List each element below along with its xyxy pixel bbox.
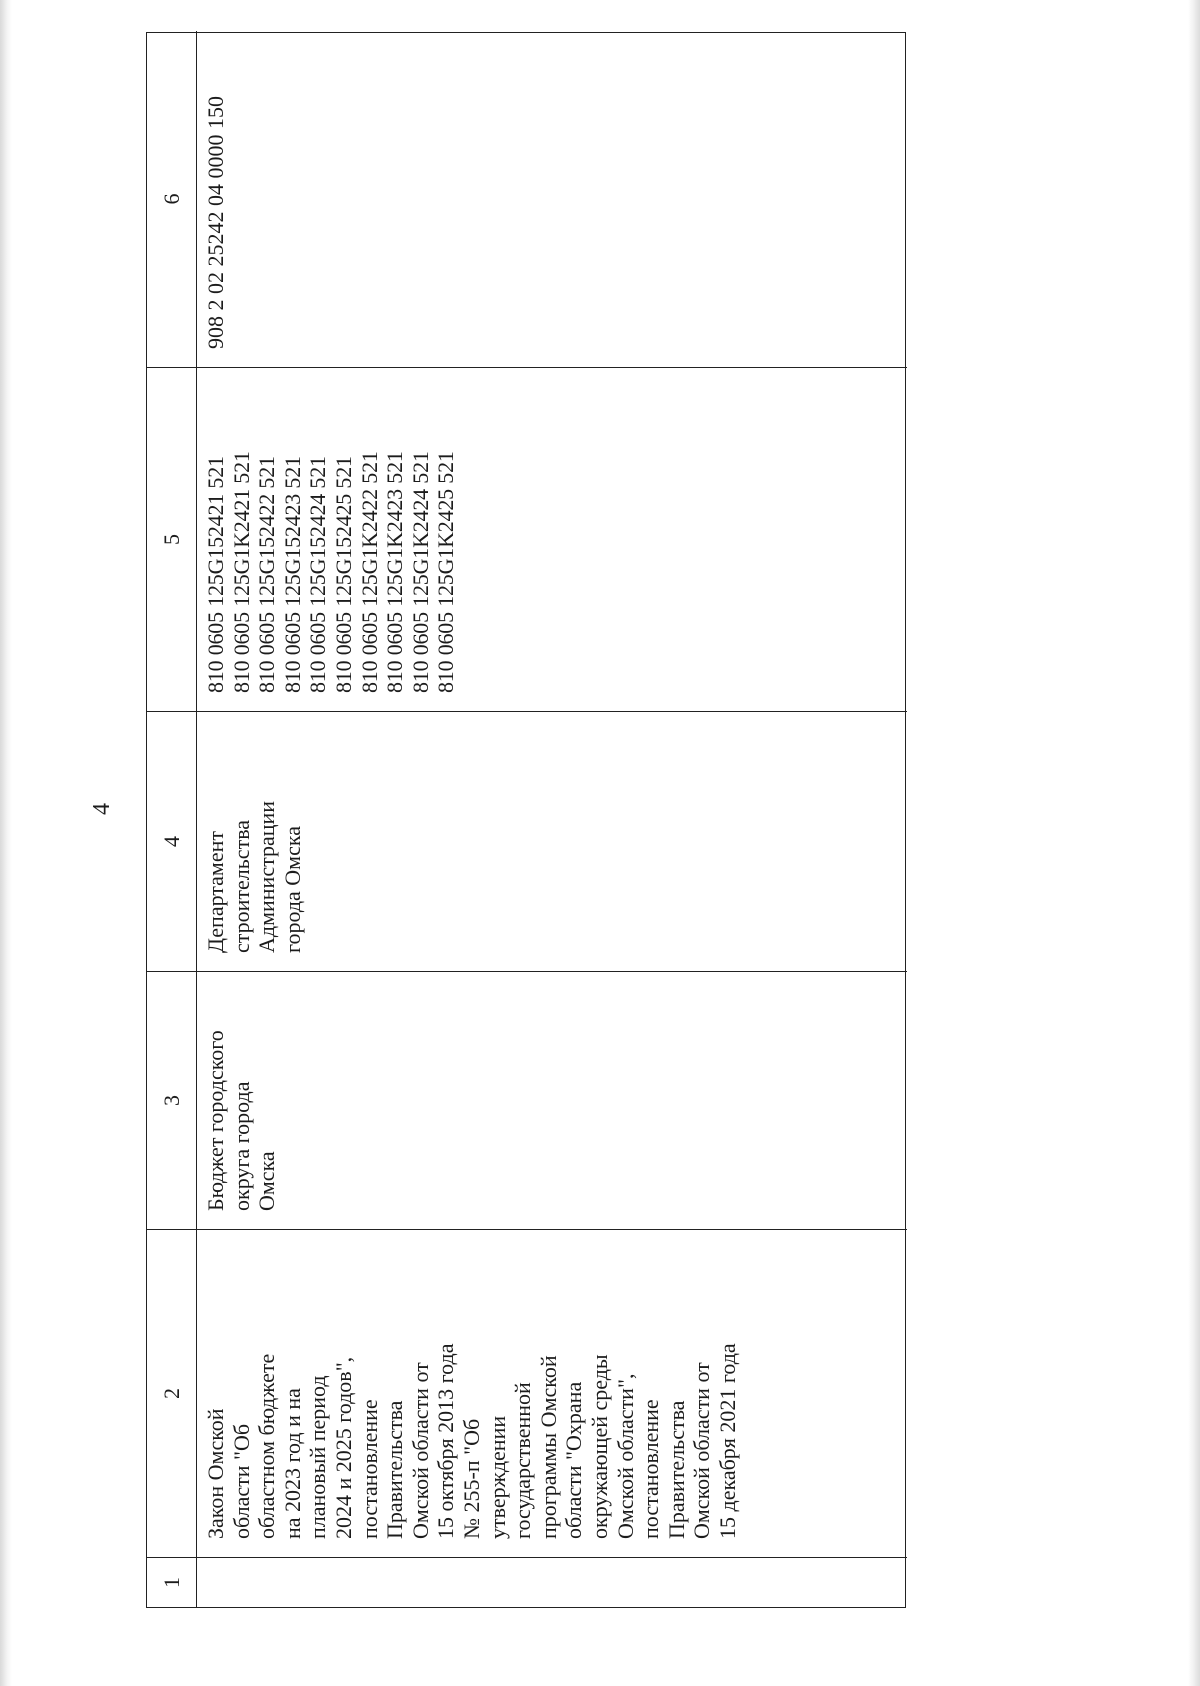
scan-right-edge [1188,0,1200,1686]
table-header-col-3: 3 [147,971,197,1229]
document-table [146,32,906,1608]
page-number: 4 [89,803,115,815]
table-cell-budget: Бюджет городского округа города Омска [197,971,907,1229]
table-header-col-5: 5 [147,367,197,711]
scan-left-edge [0,0,12,1686]
table-header-col-2: 2 [147,1229,197,1557]
table-cell-legal-basis: Закон Омской области "Об областном бюджете на 2023 год и на плановый период 2024 и 2025 годов", постановление Правительства Омской области от 15 октября 2013 года № 255-п "Об утверждении государственной программы Омской области "Охрана окружающей среды Омской области", постановление Правительства Омской области от 15 декабря 2021 года [197,1229,907,1557]
table-cell-expense-codes: 810 0605 125G152421 521 810 0605 125G1K2421 521 810 0605 125G152422 521 810 0605 125G152423 521 810 0605 125G152424 521 810 0605 125G152425 521 810 0605 125G1K2422 521 810 0605 125G1K2423 521 810 0605 125G1K2424 521 810 0605 125G1K2425 521 [197,367,907,711]
document-table-frame [146,32,906,1608]
table-header-col-4: 4 [147,711,197,971]
table-header-col-1: 1 [147,1557,197,1607]
table-cell-revenue-code: 908 2 02 25242 04 0000 150 [203,96,228,349]
table-cell-number [197,1557,907,1607]
table-cell-department: Департамент строительства Администрации города Омска [197,711,907,971]
table-header-col-6: 6 [147,31,197,367]
